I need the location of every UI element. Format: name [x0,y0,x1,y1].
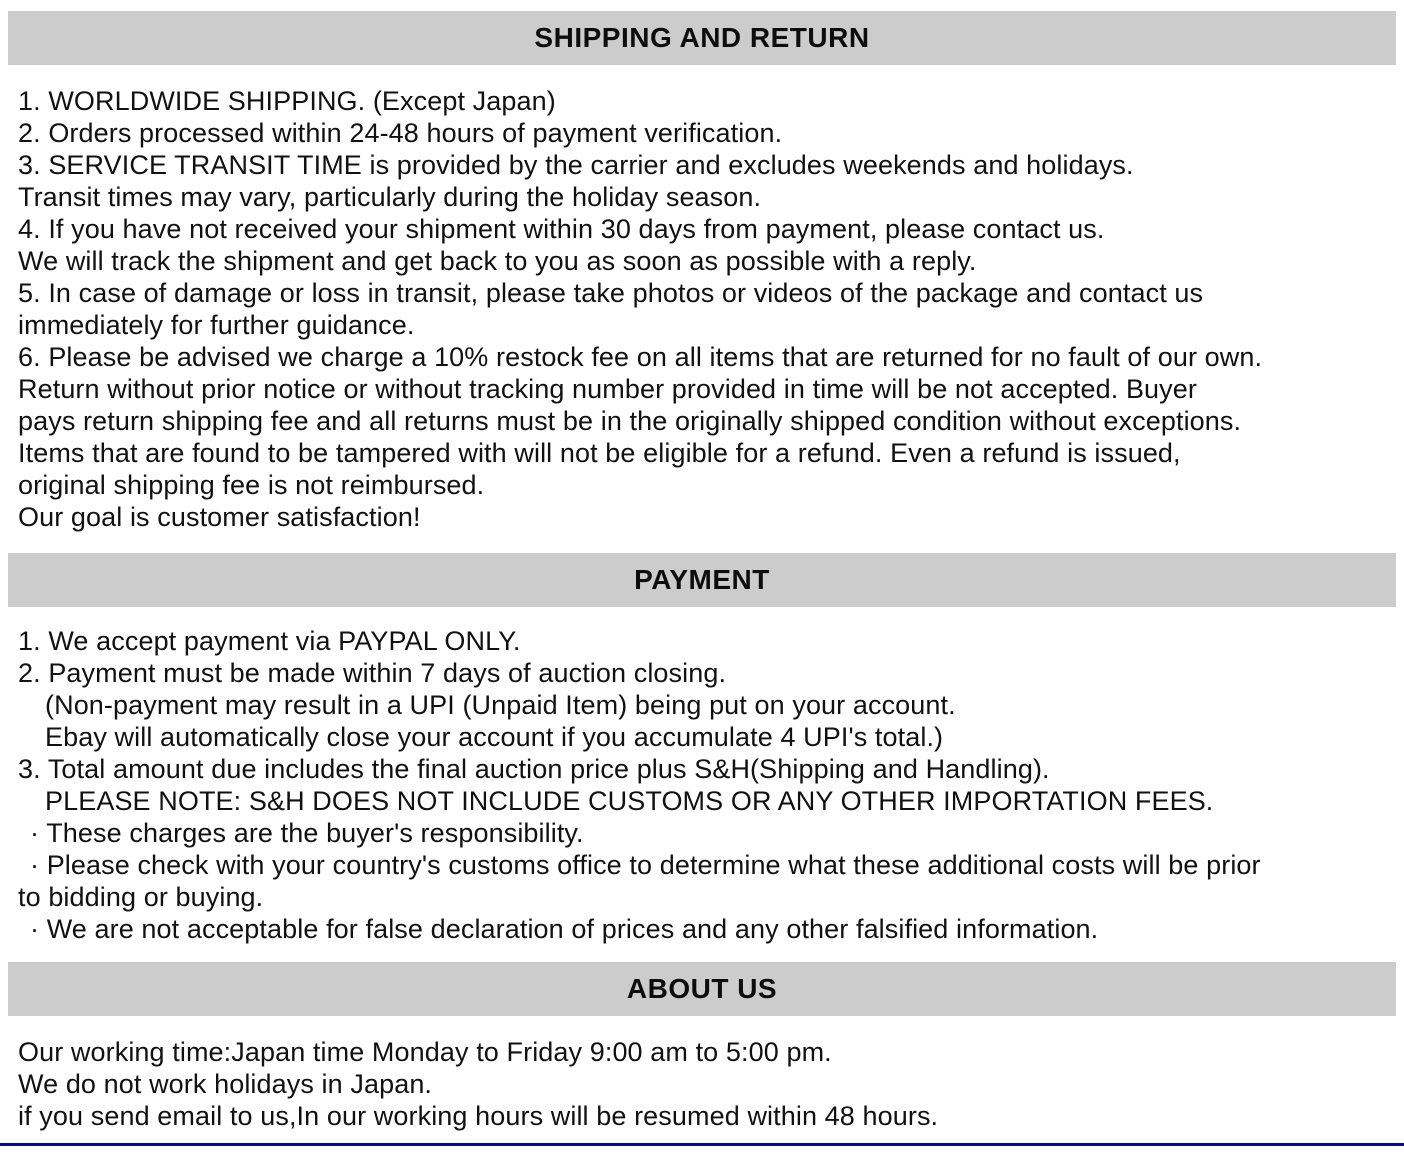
section-title: ABOUT US [626,973,778,1004]
text-line: Our goal is customer satisfaction! [18,502,421,532]
text-line: 1. We accept payment via PAYPAL ONLY. [18,626,521,656]
text-line: Our working time:Japan time Monday to Friday 9:00 am to 5:00 pm. [18,1037,832,1067]
section-header-about-us [8,962,1396,1016]
text-line: 4. If you have not received your shipment within 30 days from payment, please contact us. [18,214,1105,244]
text-line: · These charges are the buyer's responsibility. [30,818,584,848]
text-line: PLEASE NOTE: S&H DOES NOT INCLUDE CUSTOMS OR ANY OTHER IMPORTATION FEES. [45,786,1214,816]
text-line: We do not work holidays in Japan. [18,1069,433,1099]
text-line: Transit times may vary, particularly during the holiday season. [18,182,762,212]
text-line: 6. Please be advised we charge a 10% restock fee on all items that are returned for no fault of our own. [18,342,1263,372]
section-body-shipping-and-return [0,85,1404,533]
text-line: We will track the shipment and get back to you as soon as possible with a reply. [18,246,977,276]
text-line: Items that are found to be tampered with will not be eligible for a refund. Even a refund is issued, [18,438,1181,468]
section-title: PAYMENT [634,564,770,595]
text-line: immediately for further guidance. [18,310,415,340]
text-line: 3. SERVICE TRANSIT TIME is provided by the carrier and excludes weekends and holidays. [18,150,1134,180]
bottom-divider [0,1143,1404,1146]
section-header-shipping-and-return [8,11,1396,65]
text-line: if you send email to us,In our working hours will be resumed within 48 hours. [18,1101,939,1131]
section-header-payment [8,553,1396,607]
text-line: original shipping fee is not reimbursed. [18,470,485,500]
text-line: 2. Payment must be made within 7 days of auction closing. [18,658,727,688]
text-line: · We are not acceptable for false declaration of prices and any other falsified information. [30,914,1099,944]
section-body-about-us [0,1036,1404,1132]
text-line: 2. Orders processed within 24-48 hours of payment verification. [18,118,783,148]
section-title: SHIPPING AND RETURN [534,22,870,53]
text-line: 1. WORLDWIDE SHIPPING. (Except Japan) [18,86,556,116]
text-line: pays return shipping fee and all returns must be in the originally shipped condition without exceptions. [18,406,1242,436]
text-line: Return without prior notice or without tracking number provided in time will be not accepted. Buyer [18,374,1197,404]
text-line: 3. Total amount due includes the final auction price plus S&H(Shipping and Handling). [18,754,1050,784]
text-line: 5. In case of damage or loss in transit, please take photos or videos of the package and contact us [18,278,1204,308]
text-line: Ebay will automatically close your account if you accumulate 4 UPI's total.) [45,722,944,752]
text-line: (Non-payment may result in a UPI (Unpaid Item) being put on your account. [45,690,956,720]
section-body-payment [0,625,1404,945]
text-line: to bidding or buying. [18,882,264,912]
text-line: · Please check with your country's customs office to determine what these additional costs will be prior [30,850,1261,880]
